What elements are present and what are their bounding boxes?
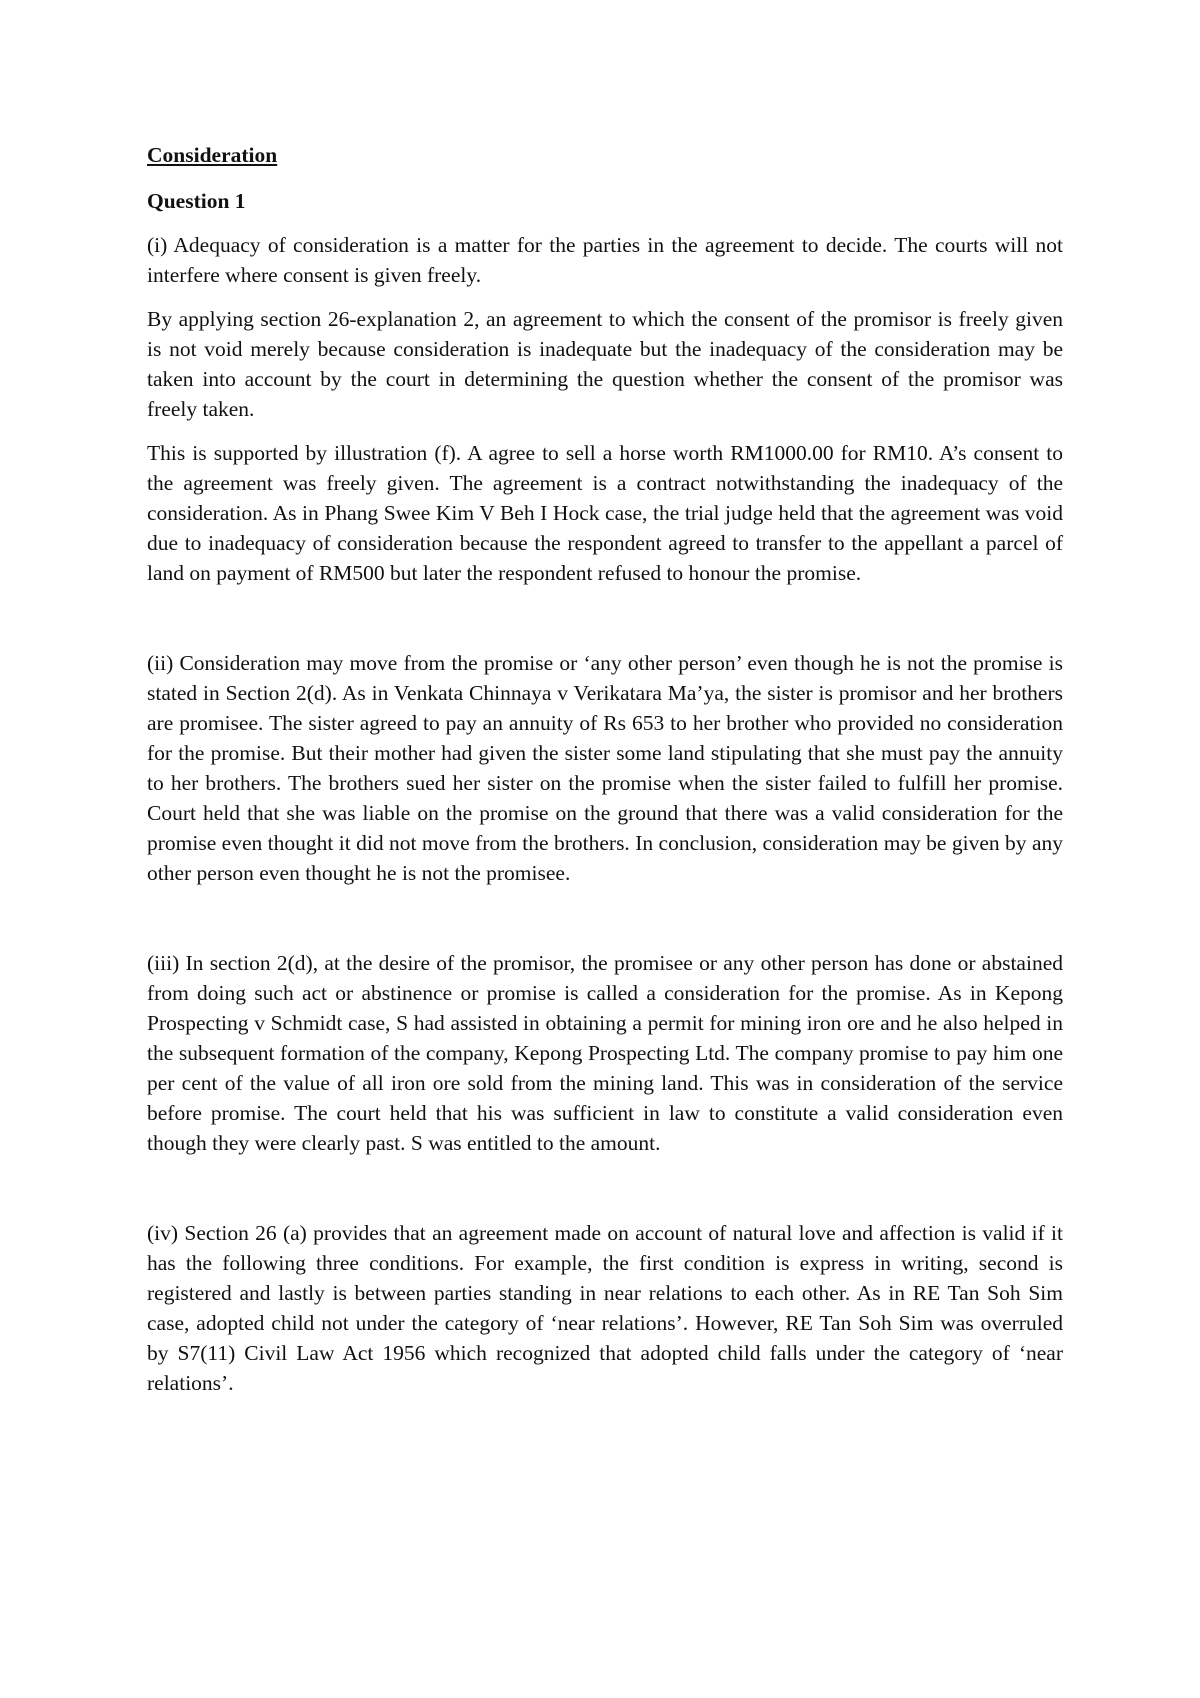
- paragraph-natural-love-affection: (iv) Section 26 (a) provides that an agreement made on account of natural love and affection is valid if it has the following three conditions. For example, the first condition is express in writing, second is registered and lastly is between parties standing in near relations to each other. As in RE Tan Soh Sim case, adopted child not under the category of ‘near relations’. However, RE Tan Soh Sim was overruled by S7(11) Civil Law Act 1956 which recognized that adopted child falls under the category of ‘near relations’.: [147, 1221, 1063, 1395]
- paragraph-section-26-explanation: By applying section 26-explanation 2, an agreement to which the consent of the promisor is freely given is not void merely because consideration is inadequate but the inadequacy of the consideration may be taken into account by the court in determining the question whether the consent of the promisor was freely taken.: [147, 307, 1063, 421]
- paragraph-any-other-person: (ii) Consideration may move from the promise or ‘any other person’ even though he is not the promise is stated in Section 2(d). As in Venkata Chinnaya v Verikatara Ma’ya, the sister is promisor and her brothers are promisee. The sister agreed to pay an annuity of Rs 653 to her brother who provided no consideration for the promise. But their mother had given the sister some land stipulating that she must pay the annuity to her brothers. The brothers sued her sister on the promise when the sister failed to fulfill her promise. Court held that she was liable on the promise on the ground that there was a valid consideration for the promise even thought it did not move from the brothers. In conclusion, consideration may be given by any other person even thought he is not the promisee.: [147, 651, 1063, 885]
- paragraph-illustration-f: This is supported by illustration (f). A agree to sell a horse worth RM1000.00 for RM10. A’s consent to the agreement was freely given. The agreement is a contract notwithstanding the inadequacy of the consideration. As in Phang Swee Kim V Beh I Hock case, the trial judge held that the agreement was void due to inadequacy of consideration because the respondent agreed to transfer to the appellant a parcel of land on payment of RM500 but later the respondent refused to honour the promise.: [147, 441, 1063, 585]
- paragraph-past-consideration: (iii) In section 2(d), at the desire of the promisor, the promisee or any other person has done or abstained from doing such act or abstinence or promise is called a consideration for the promise. As in Kepong Prospecting v Schmidt case, S had assisted in obtaining a permit for mining iron ore and he also helped in the subsequent formation of the company, Kepong Prospecting Ltd. The company promise to pay him one per cent of the value of all iron ore sold from the mining land. This was in consideration of the service before promise. The court held that his was sufficient in law to constitute a valid consideration even though they were clearly past. S was entitled to the amount.: [147, 951, 1063, 1155]
- question-heading: Question 1: [147, 189, 246, 213]
- paragraph-adequacy-intro: (i) Adequacy of consideration is a matter for the parties in the agreement to decide. The courts will not interfere where consent is given freely.: [147, 233, 1063, 287]
- document-title: Consideration: [147, 143, 278, 167]
- document-page: [147, 140, 1063, 1412]
